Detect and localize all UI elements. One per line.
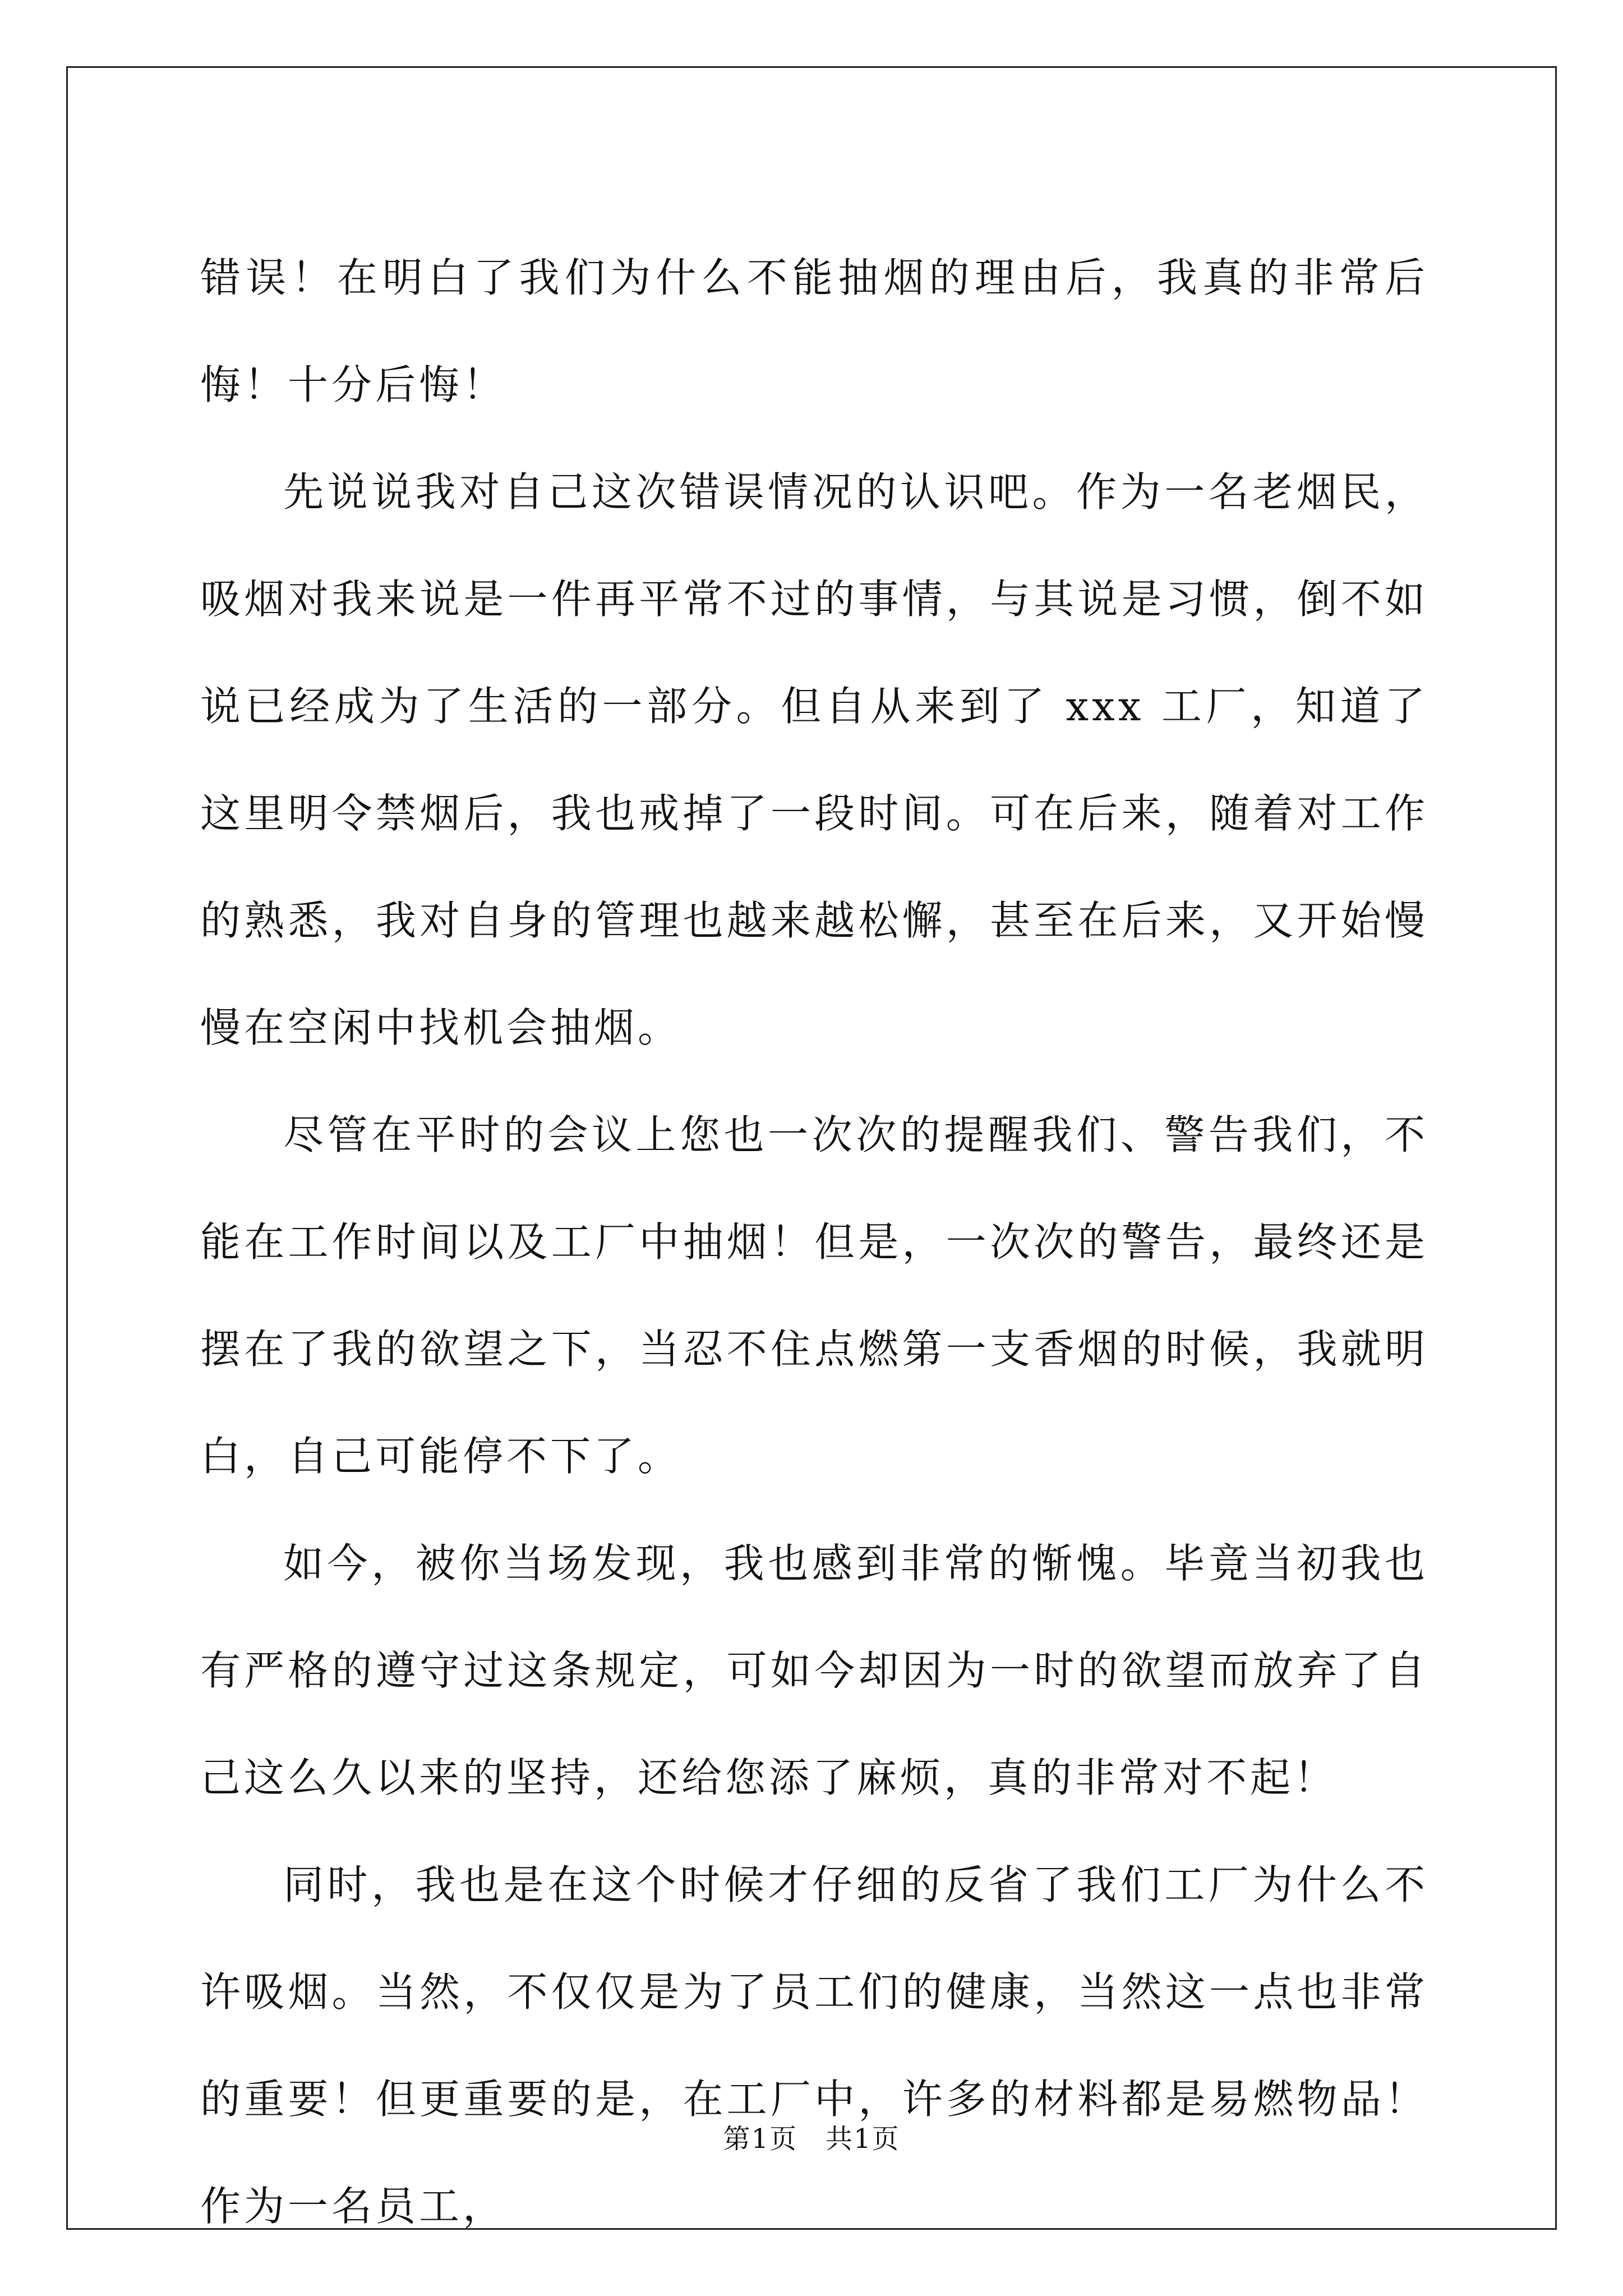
paragraph-4: 如今，被你当场发现，我也感到非常的惭愧。毕竟当初我也有严格的遵守过这条规定，可如今却因为一时的欲望而放弃了自己这么久以来的坚持，还给您添了麻烦，真的非常对不起！ — [200, 1540, 1428, 1801]
paragraph-1: 错误！在明白了我们为什么不能抽烟的理由后，我真的非常后悔！十分后悔！ — [200, 254, 1428, 408]
page-footer: 第1页 共1页 — [723, 2123, 900, 2155]
paragraph-3: 尽管在平时的会议上您也一次次的提醒我们、警告我们，不能在工作时间以及工厂中抽烟！但是，一次次的警告，最终还是摆在了我的欲望之下，当忍不住点燃第一支香烟的时候，我就明白，自己可能停不下了。 — [200, 1111, 1428, 1480]
paragraph-2: 先说说我对自己这次错误情况的认识吧。作为一名老烟民，吸烟对我来说是一件再平常不过的事情，与其说是习惯，倒不如说已经成为了生活的一部分。但自从来到了 xxx 工厂，知道了这里明令禁烟后，我也戒掉了一段时间。可在后来，随着对工作的熟悉，我对自身的管理也越来越松懈，甚至在后来，又开始慢慢在空闲中找机会抽烟。 — [200, 468, 1428, 1051]
paragraph-5: 同时，我也是在这个时候才仔细的反省了我们工厂为什么不许吸烟。当然，不仅仅是为了员工们的健康，当然这一点也非常的重要！但更重要的是，在工厂中，许多的材料都是易燃物品！作为一名员工， — [200, 1861, 1428, 2230]
document-body — [200, 224, 1428, 2260]
